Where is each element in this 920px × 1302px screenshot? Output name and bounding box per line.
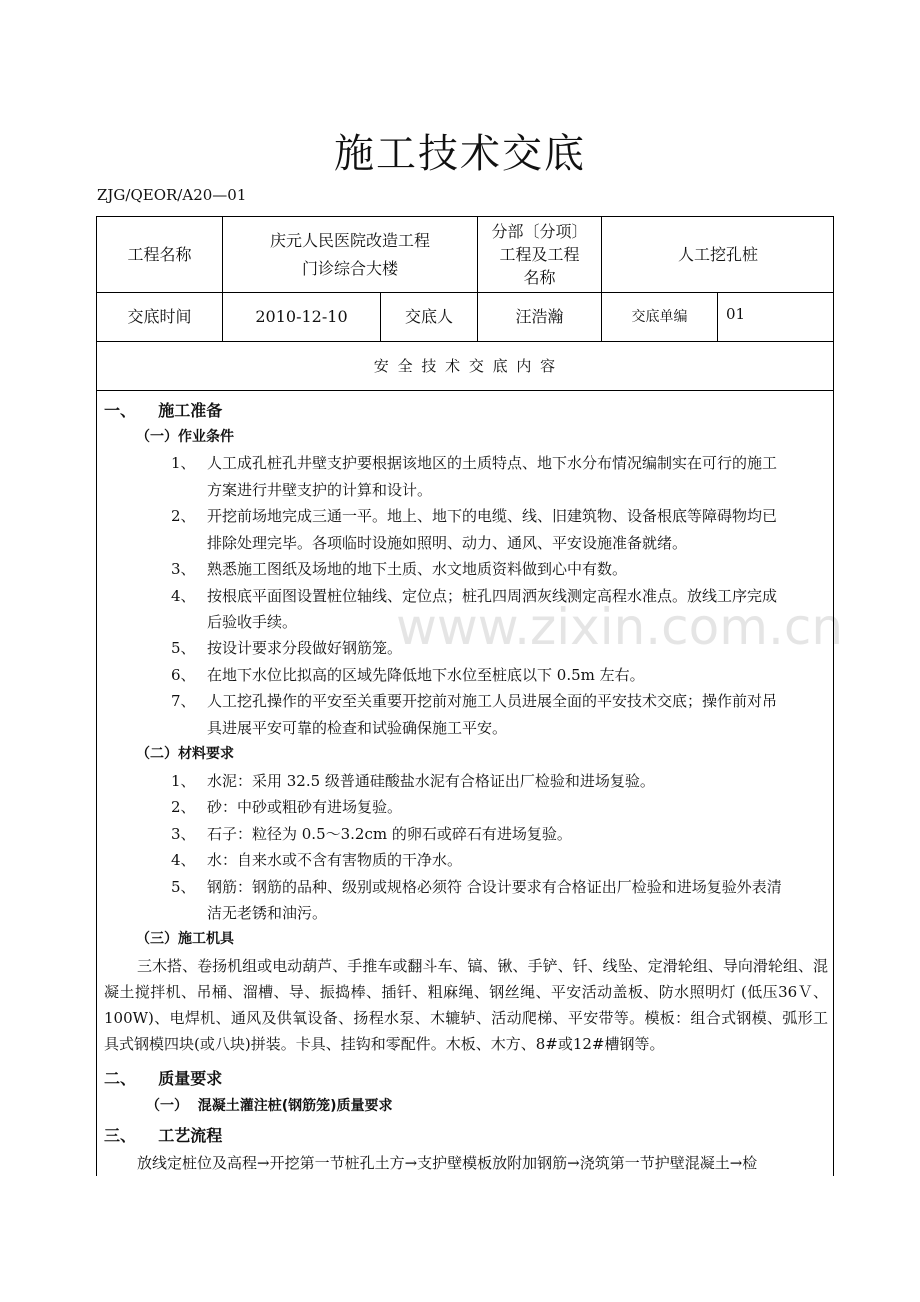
list-item-line: 方案进行井壁支护的计算和设计。	[207, 481, 433, 499]
project-name-line: 门诊综合大楼	[301, 258, 398, 278]
section-heading: 二、 质量要求	[104, 1069, 223, 1088]
project-name-value	[223, 217, 477, 292]
tools-paragraph: 三木搭、卷扬机组或电动葫芦、手推车或翻斗车、镐、锹、手铲、钎、线坠、定滑轮组、导向滑轮组、混凝土搅拌机、吊桶、溜槽、导、振捣棒、插钎、粗麻绳、钢丝绳、平安活动盖板、防水照明灯 (低压36Ｖ、100W)、电焊机、通风及供氧设备、扬程水泵、木辘轳、活动爬梯、平安带等。模板：组合式钢模、弧形工具式钢模四块(或八块)拼装。卡具、挂钩和零配件。木板、木方、8#或12#槽钢等。	[104, 957, 828, 1053]
list-item-line: 开挖前场地完成三通一平。地上、地下的电缆、线、旧建筑物、设备根底等障碍物均已	[207, 507, 778, 525]
list-number: 4、	[171, 587, 196, 605]
person-value: 汪浩瀚	[515, 307, 564, 326]
number-value: 01	[726, 305, 746, 323]
list-number: 7、	[171, 692, 196, 710]
list-item-line: 水：自来水或不含有害物质的干净水。	[207, 851, 463, 869]
list-number: 6、	[171, 666, 196, 684]
subsection-heading: （一） 混凝土灌注桩(钢筋笼)质量要求	[146, 1098, 393, 1114]
document-title: 施工技术交底	[334, 131, 586, 177]
list-item-line: 按设计要求分段做好钢筋笼。	[207, 639, 403, 657]
document-number: ZJG/QEOR/A20—01	[97, 186, 247, 204]
project-name-label: 工程名称	[127, 244, 192, 264]
list-item-line: 钢筋：钢筋的品种、级别或规格必须符 合设计要求有合格证出厂检验和进场复验外表清	[207, 878, 782, 896]
list-item-line: 水泥：采用 32.5 级普通硅酸盐水泥有合格证出厂检验和进场复验。	[207, 772, 655, 790]
list-number: 3、	[171, 825, 196, 843]
list-item-line: 人工成孔桩孔井壁支护要根据该地区的土质特点、地下水分布情况编制实在可行的施工	[207, 454, 778, 472]
list-number: 1、	[171, 454, 196, 472]
list-item-line: 熟悉施工图纸及场地的地下土质、水文地质资料做到心中有数。	[207, 560, 628, 578]
subsection-heading: （二）材料要求	[136, 746, 234, 762]
list-item-line: 洁无老锈和油污。	[207, 904, 328, 922]
subsection-heading: （三）施工机具	[136, 931, 234, 947]
subproject-value: 人工挖孔桩	[677, 244, 758, 264]
list-item-line: 人工挖孔操作的平安至关重要开挖前对施工人员进展全面的平安技术交底；操作前对吊	[207, 692, 778, 710]
subproject-label-line: 工程及工程	[499, 245, 580, 264]
list-number: 5、	[171, 639, 196, 657]
section-heading: 一、 施工准备	[104, 401, 223, 420]
list-item-line: 砂：中砂或粗砂有进场复验。	[207, 798, 403, 816]
subproject-label-line: 名称	[523, 268, 556, 287]
column-divider	[717, 292, 718, 341]
list-item-line: 在地下水位比拟高的区域先降低地下水位至桩底以下 0.5m 左右。	[207, 666, 645, 684]
list-number: 5、	[171, 878, 196, 896]
date-value: 2010-12-10	[255, 307, 348, 326]
content-title: 安 全 技 术 交 底 内 容	[373, 357, 558, 375]
section-heading: 三、 工艺流程	[104, 1126, 223, 1145]
person-label: 交底人	[404, 307, 453, 326]
list-number: 2、	[171, 798, 196, 816]
list-number: 3、	[171, 560, 196, 578]
date-label: 交底时间	[127, 307, 192, 326]
list-number: 4、	[171, 851, 196, 869]
subproject-label-line: 分部〔分项〕	[491, 222, 588, 241]
project-name-line: 庆元人民医院改造工程	[269, 230, 430, 250]
process-flow-text: 放线定桩位及高程→开挖第一节桩孔土方→支护壁模板放附加钢筋→浇筑第一节护壁混凝土→检	[137, 1154, 758, 1172]
subsection-heading: （一）作业条件	[136, 429, 234, 445]
list-number: 2、	[171, 507, 196, 525]
list-item-line: 后验收手续。	[207, 613, 298, 631]
watermark: www.zixin.com.cn	[396, 598, 844, 656]
list-item-line: 按根底平面图设置桩位轴线、定位点；桩孔四周洒灰线测定高程水准点。放线工序完成	[207, 587, 778, 605]
subproject-label	[478, 217, 601, 292]
list-number: 1、	[171, 772, 196, 790]
list-item-line: 石子：粒径为 0.5～3.2cm 的卵石或碎石有进场复验。	[207, 825, 572, 843]
number-label: 交底单编	[631, 309, 688, 325]
row-divider	[96, 390, 834, 391]
list-item-line: 具进展平安可靠的检查和试验确保施工平安。	[207, 719, 508, 737]
list-item-line: 排除处理完毕。各项临时设施如照明、动力、通风、平安设施准备就绪。	[207, 534, 688, 552]
